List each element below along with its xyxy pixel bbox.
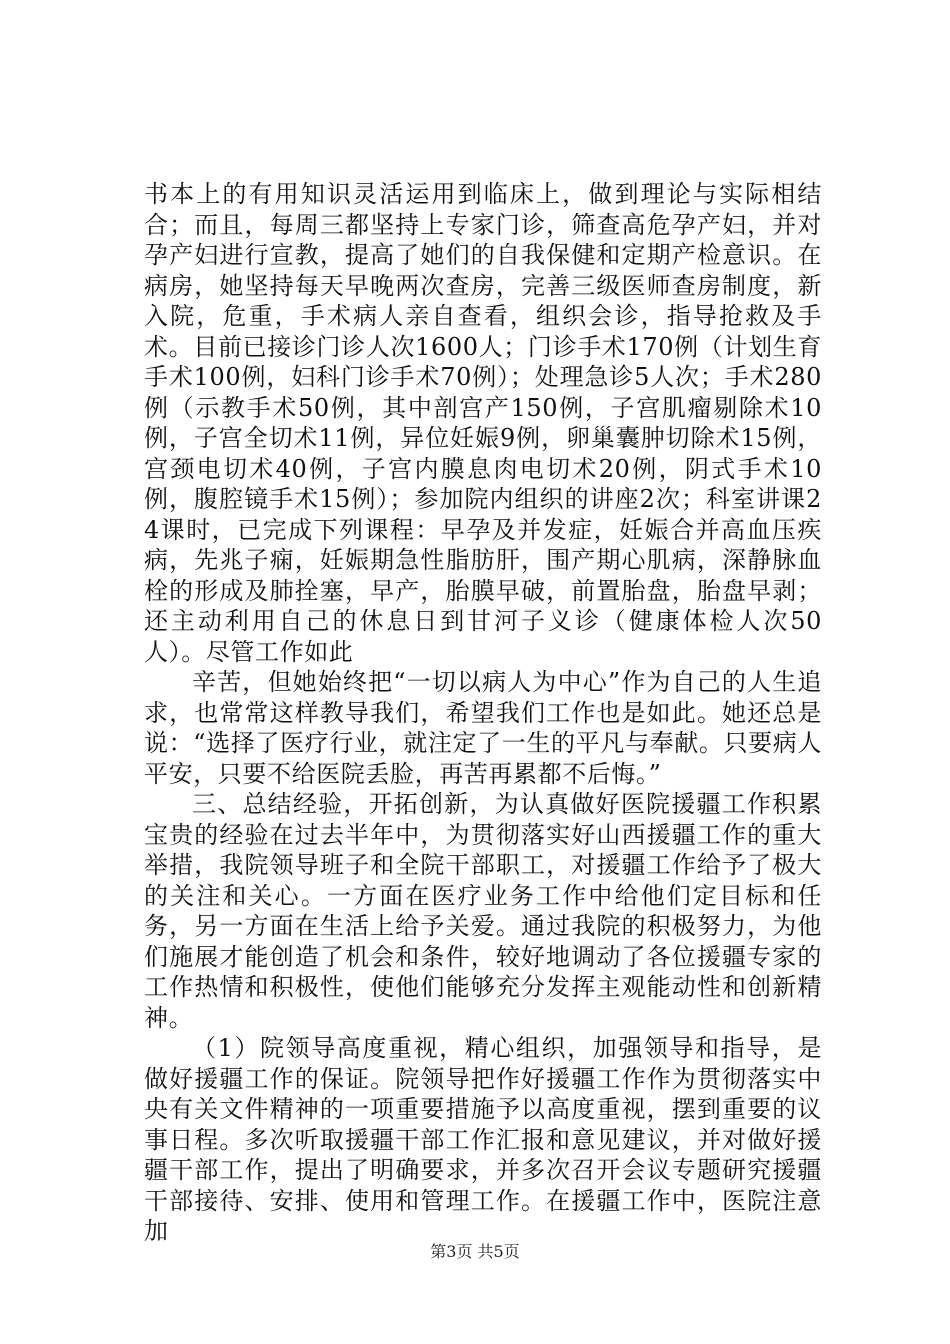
paragraph-section-three: 三、总结经验，开拓创新，为认真做好医院援疆工作积累宝贵的经验在过去半年中，为贯彻落实好山西援疆工作的重大举措，我院领导班子和全院干部职工，对援疆工作给予了极大的关注和关心。一方面在医疗业务工作中给他们定目标和任务，另一方面在生活上给予关爱。通过我院的积极努力，为他们施展才能创造了机会和条件，较好地调动了各位援疆专家的工作热情和积极性，使他们能够充分发挥主观能动性和创新精神。 [144, 790, 822, 1032]
paragraph-surgery-record: 书本上的有用知识灵活运用到临床上，做到理论与实际相结合；而且，每周三都坚持上专家门诊，筛查高危孕产妇，并对孕产妇进行宣教，提高了她们的自我保健和定期产检意识。在病房，她坚持每天早晚两次查房，完善三级医师查房制度，新入院，危重，手术病人亲自查看，组织会诊，指导抢救及手术。目前已接诊门诊人次1600人；门诊手术170例（计划生育手术100例，妇科门诊手术70例）；处理急诊5人次；手术280例（示教手术50例，其中剖宫产150例，子宫肌瘤剔除术10例，子宫全切术11例，异位妊娠9例，卵巢囊肿切除术15例，宫颈电切术40例，子宫内膜息肉电切术20例，阴式手术10例，腹腔镜手术15例）；参加院内组织的讲座2次；科室讲课24课时，已完成下列课程：早孕及并发症，妊娠合并高血压疾病，先兆子痫，妊娠期急性脂肪肝，围产期心肌病，深静脉血栓的形成及肺拴塞，早产，胎膜早破，前置胎盘，胎盘早剥；还主动利用自己的休息日到甘河子义诊（健康体检人次50人）。尽管工作如此 [144, 180, 822, 666]
paragraph-item-one: （1）院领导高度重视，精心组织，加强领导和指导，是做好援疆工作的保证。院领导把作好援疆工作作为贯彻落实中央有关文件精神的一项重要措施予以高度重视，摆到重要的议事日程。多次听取援疆干部工作汇报和意见建议，并对做好援疆干部工作，提出了明确要求，并多次召开会议专题研究援疆干部接待、安排、使用和管理工作。在援疆工作中，医院注意加 [144, 1034, 822, 1245]
document-body [144, 179, 822, 1247]
page-number-footer: 第3页 共5页 [430, 1242, 520, 1261]
paragraph-dedication: 辛苦，但她始终把“一切以病人为中心”作为自己的人生追求，也常常这样教导我们，希望我们工作也是如此。她还总是说：“选择了医疗行业，就注定了一生的平凡与奉献。只要病人平安，只要不给医院丢脸，再苦再累都不后悔。” [144, 668, 822, 788]
